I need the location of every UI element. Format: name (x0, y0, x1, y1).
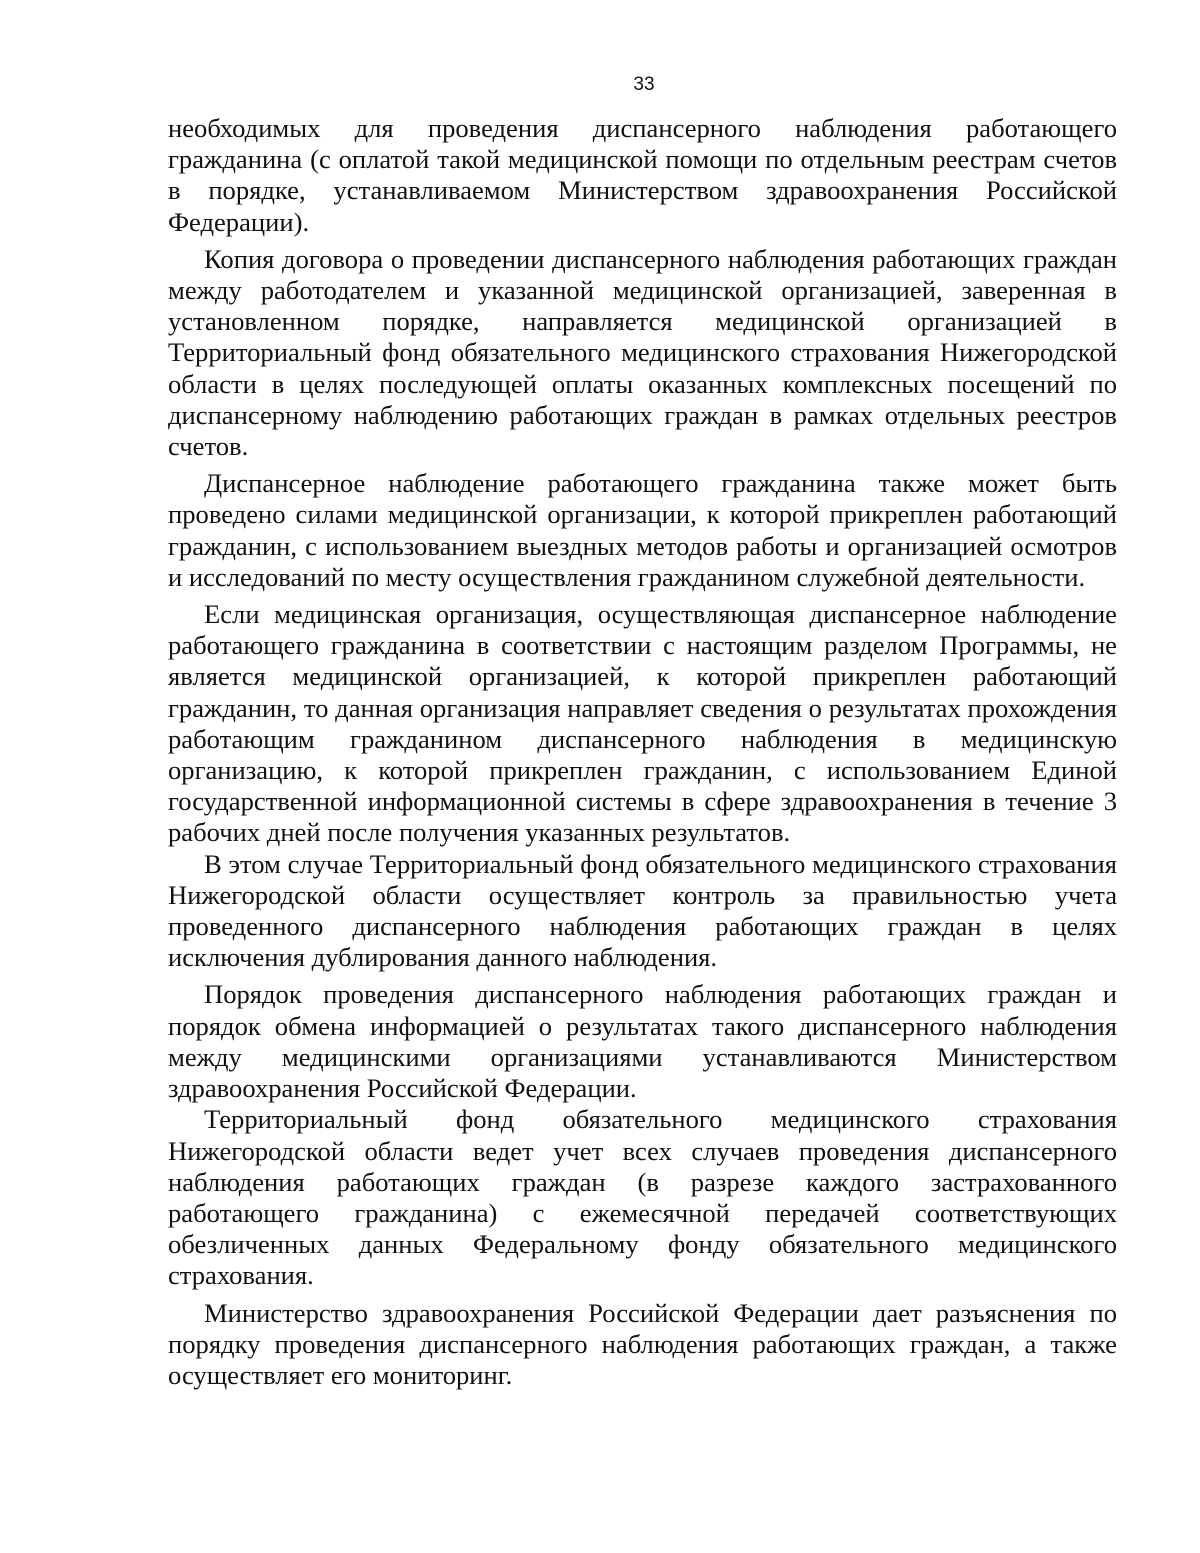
paragraph-continuation: необходимых для проведения диспансерного наблюдения работающего гражданина (с оплатой такой медицинской помощи по отдельным реестрам счетов в порядке, устанавливаемом Министерством здравоохранения Российской Федерации). (168, 113, 1117, 237)
paragraph-fund-control: В этом случае Территориальный фонд обязательного медицинского страхования Нижегородской области осуществляет контроль за правильностью учета проведенного диспансерного наблюдения работающих граждан в целях исключения дублирования данного наблюдения. (168, 848, 1117, 973)
document-body (168, 113, 1117, 1397)
paragraph-other-organization: Если медицинская организация, осуществляющая диспансерное наблюдение работающего гражданина в соответствии с настоящим разделом Программы, не является медицинской организацией, к которой прикреплен работающий гражданин, то данная организация направляет сведения о результатах прохождения работающим гражданином диспансерного наблюдения в медицинскую организацию, к которой прикреплен гражданин, с использованием Единой государственной информационной системы в сфере здравоохранения в течение 3 рабочих дней после получения указанных результатов. (168, 599, 1117, 848)
paragraph-fund-records: Территориальный фонд обязательного медицинского страхования Нижегородской области ведет учет всех случаев проведения диспансерного наблюдения работающих граждан (в разрезе каждого застрахованного работающего гражданина) с ежемесячной передачей соответствующих обезличенных данных Федеральному фонду обязательного медицинского страхования. (168, 1104, 1117, 1291)
paragraph-contract-copy: Копия договора о проведении диспансерного наблюдения работающих граждан между работодателем и указанной медицинской организацией, заверенная в установленном порядке, направляется медицинской организацией в Территориальный фонд обязательного медицинского страхования Нижегородской области в целях последующей оплаты оказанных комплексных посещений по диспансерному наблюдению работающих граждан в рамках отдельных реестров счетов. (168, 243, 1117, 462)
paragraph-procedure: Порядок проведения диспансерного наблюдения работающих граждан и порядок обмена информацией о результатах такого диспансерного наблюдения между медицинскими организациями устанавливаются Министерством здравоохранения Российской Федерации. (168, 979, 1117, 1104)
page-number: 33 (633, 74, 655, 95)
paragraph-attached-organization: Диспансерное наблюдение работающего гражданина также может быть проведено силами медицинской организации, к которой прикреплен работающий гражданин, с использованием выездных методов работы и организацией осмотров и исследований по месту осуществления гражданином служебной деятельности. (168, 468, 1117, 592)
paragraph-ministry-monitoring: Министерство здравоохранения Российской Федерации дает разъяснения по порядку проведения диспансерного наблюдения работающих граждан, а также осуществляет его мониторинг. (168, 1297, 1117, 1390)
